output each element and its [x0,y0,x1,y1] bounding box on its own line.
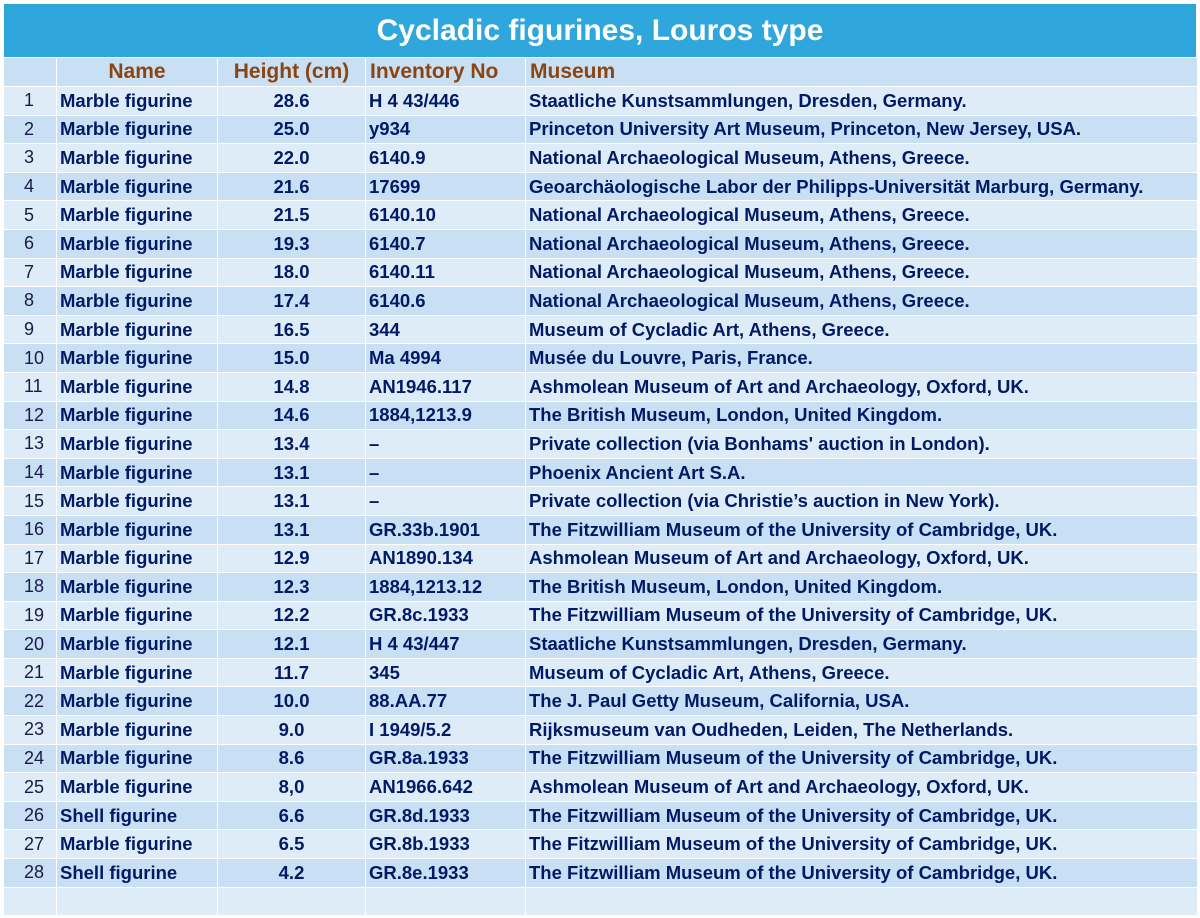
figurine-name: Marble figurine [57,430,218,459]
museum-name: Ashmolean Museum of Art and Archaeology, Oxford, UK. [526,773,1198,802]
header-row [4,58,1198,87]
inventory-number: 6140.6 [366,287,526,316]
figurine-name: Marble figurine [57,687,218,716]
figurine-name: Marble figurine [57,515,218,544]
row-number: 19 [4,601,57,630]
height-cm: 16.5 [218,315,366,344]
height-cm: 14.8 [218,372,366,401]
figurine-name: Marble figurine [57,115,218,144]
empty-cell [218,887,366,915]
inventory-number: 1884,1213.9 [366,401,526,430]
inventory-number: 6140.11 [366,258,526,287]
table-row [4,716,1198,745]
table-row [4,258,1198,287]
figurine-name: Marble figurine [57,544,218,573]
table-row [4,430,1198,459]
row-number: 12 [4,401,57,430]
table-row [4,87,1198,116]
empty-cell [366,887,526,915]
museum-name: National Archaeological Museum, Athens, Greece. [526,258,1198,287]
inventory-number: 17699 [366,172,526,201]
figurine-name: Marble figurine [57,87,218,116]
inventory-number: GR.8e.1933 [366,859,526,888]
table-row [4,315,1198,344]
figurine-name: Marble figurine [57,258,218,287]
museum-name: Princeton University Art Museum, Princeton, New Jersey, USA. [526,115,1198,144]
row-number: 26 [4,801,57,830]
table-row [4,687,1198,716]
figurine-name: Marble figurine [57,630,218,659]
figurines-table [3,57,1198,916]
height-cm: 25.0 [218,115,366,144]
table-row [4,172,1198,201]
figurine-name: Marble figurine [57,458,218,487]
table-row [4,830,1198,859]
museum-name: Ashmolean Museum of Art and Archaeology, Oxford, UK. [526,544,1198,573]
table-row [4,144,1198,173]
inventory-number: 6140.9 [366,144,526,173]
height-cm: 8.6 [218,744,366,773]
table-row [4,344,1198,373]
museum-name: Private collection (via Bonhams' auction in London). [526,430,1198,459]
row-number: 7 [4,258,57,287]
figurine-name: Marble figurine [57,658,218,687]
museum-name: The Fitzwilliam Museum of the University of Cambridge, UK. [526,744,1198,773]
inventory-number: AN1946.117 [366,372,526,401]
height-cm: 9.0 [218,716,366,745]
row-number: 2 [4,115,57,144]
museum-name: The Fitzwilliam Museum of the University of Cambridge, UK. [526,830,1198,859]
inventory-number: 345 [366,658,526,687]
museum-name: The Fitzwilliam Museum of the University of Cambridge, UK. [526,601,1198,630]
height-cm: 15.0 [218,344,366,373]
inventory-number: H 4 43/446 [366,87,526,116]
height-cm: 10.0 [218,687,366,716]
height-cm: 18.0 [218,258,366,287]
inventory-number: AN1966.642 [366,773,526,802]
museum-name: The Fitzwilliam Museum of the University of Cambridge, UK. [526,859,1198,888]
museum-name: National Archaeological Museum, Athens, Greece. [526,287,1198,316]
museum-name: Musée du Louvre, Paris, France. [526,344,1198,373]
row-number: 3 [4,144,57,173]
inventory-number: GR.8b.1933 [366,830,526,859]
height-cm: 12.3 [218,573,366,602]
figurine-name: Marble figurine [57,287,218,316]
inventory-number: GR.8a.1933 [366,744,526,773]
height-cm: 21.5 [218,201,366,230]
table-row [4,201,1198,230]
empty-row [4,887,1198,915]
table-row [4,515,1198,544]
museum-name: The Fitzwilliam Museum of the University of Cambridge, UK. [526,515,1198,544]
figurine-name: Marble figurine [57,315,218,344]
museum-name: Ashmolean Museum of Art and Archaeology, Oxford, UK. [526,372,1198,401]
museum-name: National Archaeological Museum, Athens, Greece. [526,201,1198,230]
header-inventory: Inventory No [366,58,526,87]
museum-name: The J. Paul Getty Museum, California, USA. [526,687,1198,716]
row-number: 16 [4,515,57,544]
height-cm: 28.6 [218,87,366,116]
height-cm: 6.5 [218,830,366,859]
inventory-number: 88.AA.77 [366,687,526,716]
table-row [4,630,1198,659]
row-number: 18 [4,573,57,602]
inventory-number: GR.33b.1901 [366,515,526,544]
height-cm: 11.7 [218,658,366,687]
table-row [4,801,1198,830]
row-number: 13 [4,430,57,459]
inventory-number: GR.8d.1933 [366,801,526,830]
inventory-number: – [366,458,526,487]
inventory-number: 6140.10 [366,201,526,230]
museum-name: The British Museum, London, United Kingdom. [526,573,1198,602]
figurine-name: Marble figurine [57,716,218,745]
header-name: Name [57,58,218,87]
museum-name: The British Museum, London, United Kingdom. [526,401,1198,430]
table-row [4,658,1198,687]
inventory-number: AN1890.134 [366,544,526,573]
row-number: 1 [4,87,57,116]
row-number: 24 [4,744,57,773]
empty-cell [4,887,57,915]
table-row [4,372,1198,401]
row-number: 5 [4,201,57,230]
inventory-number: – [366,487,526,516]
museum-name: Phoenix Ancient Art S.A. [526,458,1198,487]
table-title: Cycladic figurines, Louros type [3,4,1197,57]
row-number: 23 [4,716,57,745]
height-cm: 8,0 [218,773,366,802]
height-cm: 4.2 [218,859,366,888]
inventory-number: I 1949/5.2 [366,716,526,745]
table-row [4,601,1198,630]
table-row [4,773,1198,802]
figurine-name: Marble figurine [57,487,218,516]
row-number: 21 [4,658,57,687]
figurine-name: Marble figurine [57,201,218,230]
table-row [4,744,1198,773]
row-number: 11 [4,372,57,401]
height-cm: 21.6 [218,172,366,201]
header-height: Height (cm) [218,58,366,87]
row-number: 25 [4,773,57,802]
header-museum: Museum [526,58,1198,87]
height-cm: 13.4 [218,430,366,459]
figurine-name: Marble figurine [57,229,218,258]
figurine-name: Marble figurine [57,830,218,859]
row-number: 4 [4,172,57,201]
museum-name: National Archaeological Museum, Athens, Greece. [526,229,1198,258]
row-number: 14 [4,458,57,487]
table-row [4,115,1198,144]
height-cm: 12.2 [218,601,366,630]
empty-cell [57,887,218,915]
figurine-name: Marble figurine [57,401,218,430]
museum-name: The Fitzwilliam Museum of the University of Cambridge, UK. [526,801,1198,830]
inventory-number: H 4 43/447 [366,630,526,659]
row-number: 8 [4,287,57,316]
inventory-number: – [366,430,526,459]
table-row [4,229,1198,258]
row-number: 15 [4,487,57,516]
row-number: 20 [4,630,57,659]
inventory-number: 6140.7 [366,229,526,258]
table-row [4,287,1198,316]
museum-name: Museum of Cycladic Art, Athens, Greece. [526,315,1198,344]
museum-name: Private collection (via Christie’s auction in New York). [526,487,1198,516]
height-cm: 13.1 [218,458,366,487]
figurine-name: Marble figurine [57,601,218,630]
row-number: 10 [4,344,57,373]
table-row [4,401,1198,430]
inventory-number: 344 [366,315,526,344]
height-cm: 12.9 [218,544,366,573]
table-body [4,87,1198,916]
figurine-name: Shell figurine [57,801,218,830]
museum-name: Rijksmuseum van Oudheden, Leiden, The Netherlands. [526,716,1198,745]
height-cm: 22.0 [218,144,366,173]
inventory-number: y934 [366,115,526,144]
table-row [4,544,1198,573]
height-cm: 13.1 [218,515,366,544]
height-cm: 14.6 [218,401,366,430]
height-cm: 13.1 [218,487,366,516]
inventory-number: 1884,1213.12 [366,573,526,602]
museum-name: Staatliche Kunstsammlungen, Dresden, Germany. [526,87,1198,116]
figurine-name: Marble figurine [57,744,218,773]
table-row [4,458,1198,487]
row-number: 27 [4,830,57,859]
row-number: 17 [4,544,57,573]
table-row [4,573,1198,602]
empty-cell [526,887,1198,915]
height-cm: 19.3 [218,229,366,258]
figurine-name: Marble figurine [57,344,218,373]
figurine-name: Marble figurine [57,144,218,173]
height-cm: 6.6 [218,801,366,830]
museum-name: National Archaeological Museum, Athens, Greece. [526,144,1198,173]
height-cm: 12.1 [218,630,366,659]
inventory-number: GR.8c.1933 [366,601,526,630]
figurine-name: Marble figurine [57,573,218,602]
figurine-name: Marble figurine [57,172,218,201]
row-number: 6 [4,229,57,258]
header-number [4,58,57,87]
museum-name: Geoarchäologische Labor der Philipps-Universität Marburg, Germany. [526,172,1198,201]
museum-name: Staatliche Kunstsammlungen, Dresden, Germany. [526,630,1198,659]
figurine-name: Marble figurine [57,372,218,401]
row-number: 9 [4,315,57,344]
museum-name: Museum of Cycladic Art, Athens, Greece. [526,658,1198,687]
row-number: 22 [4,687,57,716]
table-row [4,487,1198,516]
height-cm: 17.4 [218,287,366,316]
inventory-number: Ma 4994 [366,344,526,373]
figurine-name: Shell figurine [57,859,218,888]
row-number: 28 [4,859,57,888]
table-row [4,859,1198,888]
figurine-name: Marble figurine [57,773,218,802]
